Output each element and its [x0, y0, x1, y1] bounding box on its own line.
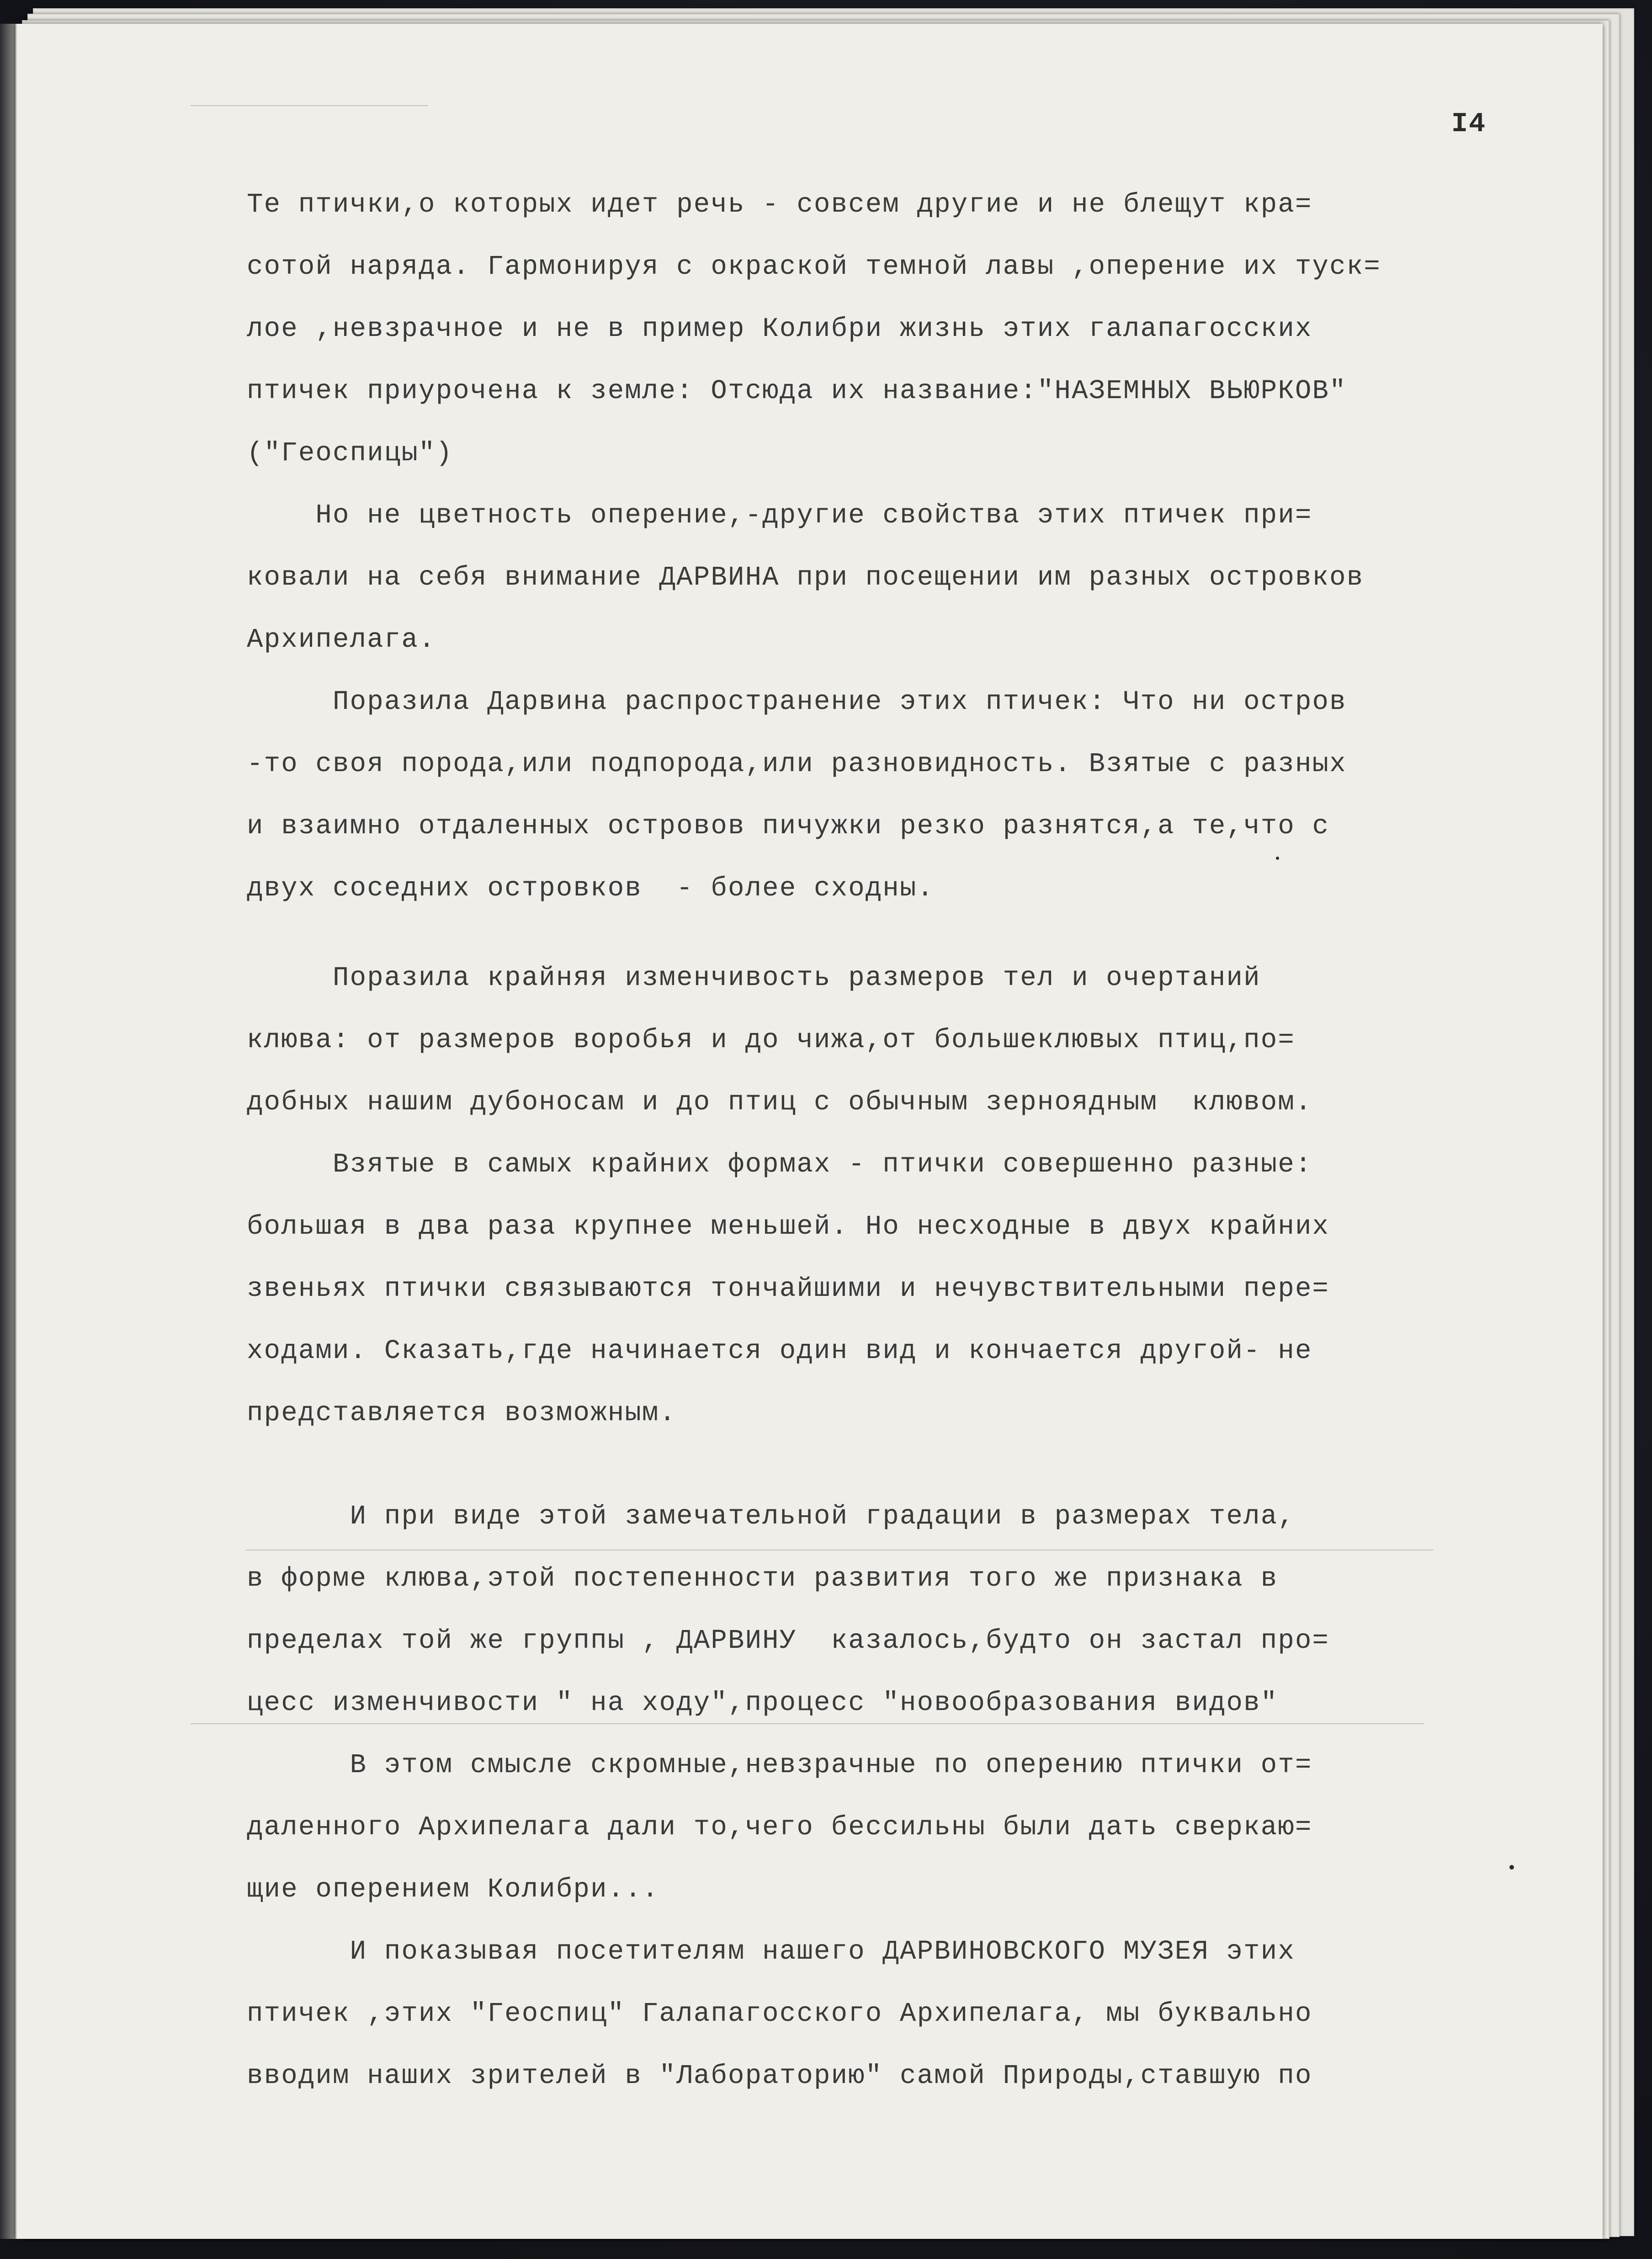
text-line: большая в два раза крупнее меньшей. Но несходные в двух крайних	[247, 1211, 1330, 1242]
text-line: В этом смысле скромные,невзрачные по оперению птички от=	[247, 1750, 1312, 1780]
paragraph-gap	[247, 1444, 1563, 1486]
text-line: в форме клюва,этой постепенности развития того же признака в	[247, 1563, 1278, 1594]
text-line: цесс изменчивости " на ходу",процесс "новообразования видов"	[247, 1688, 1278, 1718]
text-line: И при виде этой замечательной градации в размерах тела,	[247, 1501, 1295, 1532]
text-line: ("Геоспицы")	[247, 438, 453, 469]
text-line: -то своя порода,или подпорода,или разновидность. Взятые с разных	[247, 749, 1347, 779]
text-line: Но не цветность оперение,-другие свойства этих птичек при=	[247, 500, 1312, 531]
text-line: щие оперением Колибри...	[247, 1874, 659, 1905]
text-line: птичек приурочена к земле: Отсюда их название:"НАЗЕМНЫХ ВЬЮРКОВ"	[247, 376, 1347, 406]
binding-edge	[0, 24, 16, 2239]
text-line: И показывая посетителям нашего ДАРВИНОВСКОГО МУЗЕЯ этих	[247, 1936, 1295, 1967]
text-line: пределах той же группы , ДАРВИНУ казалось,будто он застал про=	[247, 1625, 1330, 1656]
page-number: I4	[1451, 109, 1487, 140]
text-line: ходами. Сказать,где начинается один вид и кончается другой- не	[247, 1336, 1312, 1366]
text-line: птичек ,этих "Геоспиц" Галапагосского Архипелага, мы буквально	[247, 1998, 1312, 2029]
text-line: даленного Архипелага дали то,чего бессильны были дать сверкаю=	[247, 1812, 1312, 1843]
body-text	[247, 174, 1563, 2107]
text-line: Взятые в самых крайних формах - птички совершенно разные:	[247, 1149, 1312, 1180]
text-line: сотой наряда. Гармонируя с окраской темной лавы ,оперение их туск=	[247, 251, 1381, 282]
text-line: Поразила крайняя изменчивость размеров тел и очертаний	[247, 963, 1261, 993]
text-line: Те птички,о которых идет речь - совсем другие и не блещут кра=	[247, 189, 1312, 220]
text-line: Поразила Дарвина распространение этих птичек: Что ни остров	[247, 687, 1347, 717]
text-line: двух соседних островков - более сходны.	[247, 873, 935, 904]
text-line: ковали на себя внимание ДАРВИНА при посещении им разных островков	[247, 562, 1364, 593]
text-line: Архипелага.	[247, 624, 436, 655]
text-line: звеньях птички связываются тончайшими и нечувствительными пере=	[247, 1273, 1330, 1304]
text-line: вводим наших зрителей в "Лабораторию" самой Природы,ставшую по	[247, 2061, 1312, 2091]
text-line: и взаимно отдаленных островов пичужки резко разнятся,а те,что с	[247, 811, 1330, 842]
text-line: добных нашим дубоносам и до птиц с обычным зерноядным клювом.	[247, 1087, 1312, 1118]
text-line: лое ,невзрачное и не в пример Колибри жизнь этих галапагосских	[247, 314, 1312, 344]
pencil-mark	[191, 105, 428, 106]
paragraph-gap	[247, 920, 1563, 947]
text-line: представляется возможным.	[247, 1398, 677, 1428]
text-line: клюва: от размеров воробья и до чижа,от большеклювых птиц,по=	[247, 1025, 1295, 1055]
